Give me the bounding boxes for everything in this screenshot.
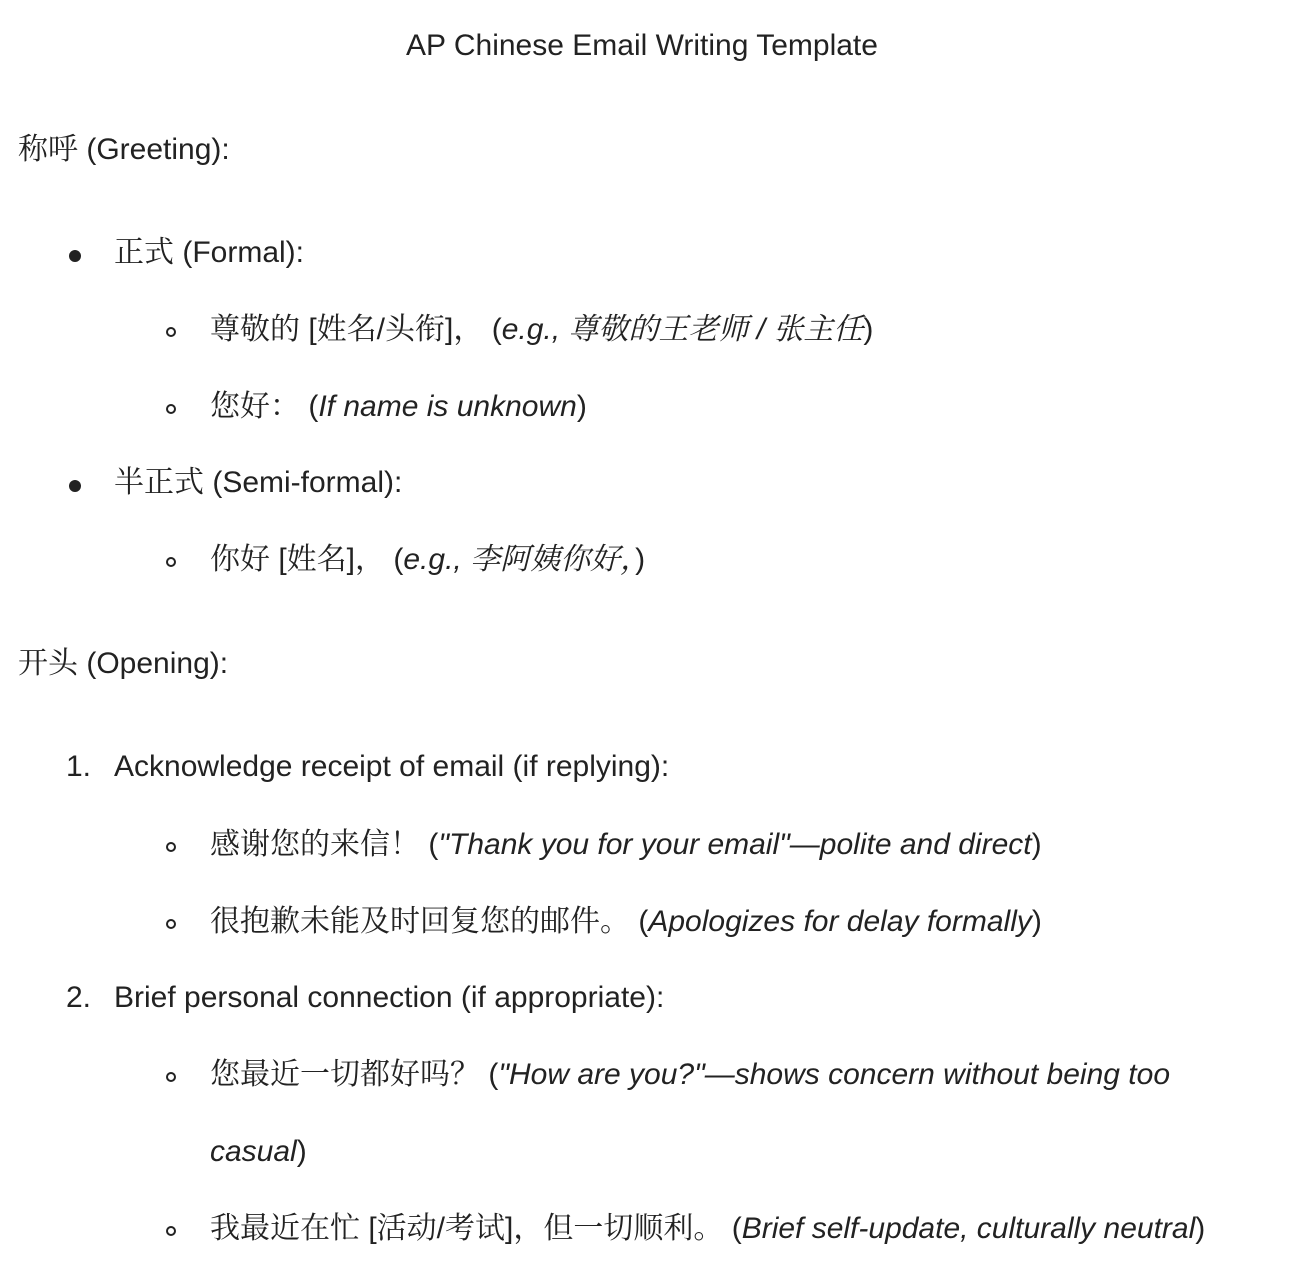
- bullet-step2-item-1: [166, 1072, 176, 1082]
- bullet-formal: [69, 250, 81, 262]
- bullet-semiformal: [69, 480, 81, 492]
- formal-item-1: 尊敬的 [姓名/头衔]， (e.g., 尊敬的王老师 / 张主任): [210, 313, 874, 346]
- step-label-1: Acknowledge receipt of email (if replying):: [114, 750, 670, 783]
- semiformal-item-1: 你好 [姓名]， (e.g., 李阿姨你好，): [210, 543, 646, 576]
- semiformal-label: 半正式 (Semi-formal):: [114, 466, 403, 499]
- bullet-semiformal-item-1: [166, 557, 176, 567]
- step2-item-1: 您最近一切都好吗？ ("How are you?"—shows concern without being too: [210, 1058, 1171, 1091]
- step-number-2: 2.: [66, 981, 92, 1014]
- step2-item-2: 我最近在忙 [活动/考试]，但一切顺利。 (Brief self-update, culturally neutral): [210, 1212, 1206, 1245]
- document-title: AP Chinese Email Writing Template: [406, 29, 878, 62]
- greeting-heading: 称呼 (Greeting):: [18, 133, 230, 166]
- opening-heading: 开头 (Opening):: [18, 647, 229, 680]
- step1-item-1: 感谢您的来信！ ("Thank you for your email"—polite and direct): [210, 828, 1042, 861]
- step-number-1: 1.: [66, 750, 92, 783]
- bullet-formal-item-1: [166, 327, 176, 337]
- bullet-step2-item-2: [166, 1226, 176, 1236]
- step2-item-1-continuation: casual): [210, 1135, 307, 1168]
- bullet-formal-item-2: [166, 404, 176, 414]
- step-label-2: Brief personal connection (if appropriate):: [114, 981, 665, 1014]
- step1-item-2: 很抱歉未能及时回复您的邮件。 (Apologizes for delay formally): [210, 905, 1042, 938]
- formal-label: 正式 (Formal):: [114, 236, 304, 269]
- bullet-step1-item-1: [166, 842, 176, 852]
- bullet-step1-item-2: [166, 919, 176, 929]
- formal-item-2: 您好： (If name is unknown): [210, 390, 587, 423]
